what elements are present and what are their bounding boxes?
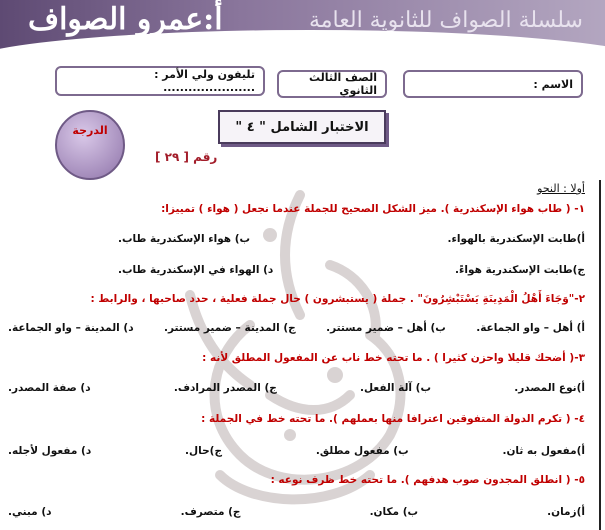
option-5d[interactable]: د) مبني. xyxy=(8,506,52,518)
class-box xyxy=(277,70,387,98)
question-4: ٤- ( تكرم الدولة المتفوقين اعترافا منها بعملهم ). ما تحته خط في الجملة : xyxy=(201,413,585,425)
exam-number: رقم [ ٢٩ ] xyxy=(155,150,218,164)
question-5-options xyxy=(8,506,585,518)
option-2c[interactable]: ج) المدينة – ضمير مستتر. xyxy=(163,322,296,334)
option-1d[interactable]: د) الهواء في الإسكندرية طاب. xyxy=(118,264,274,276)
option-1b[interactable]: ب) هواء الإسكندرية طاب. xyxy=(118,233,251,245)
option-5b[interactable]: ب) مكان. xyxy=(369,506,419,518)
watermark-logo-icon xyxy=(130,175,450,515)
grade-label: الدرجة xyxy=(72,124,108,137)
question-5: ٥- ( انطلق المجدون صوب هدفهم ). ما تحته خط ظرف نوعه : xyxy=(270,474,585,486)
option-5a[interactable]: أ)زمان. xyxy=(547,506,585,518)
grade-circle xyxy=(55,110,125,180)
question-2: ٢-"وَجَاءَ أَهْلُ الْمَدِينَةِ يَسْتَبْشِرُونَ" . جملة ( يستبشرون ) حال جملة فعلية ، حدد صاحبها ، والرابط : xyxy=(90,293,585,305)
question-3: ٣-( أضحك قليلا واحزن كثيرا ) . ما تحته خط ناب عن المفعول المطلق لأنه : xyxy=(202,352,585,364)
section-title: أولا : النحو xyxy=(537,182,585,195)
author-name: أ:عمرو الصواف xyxy=(28,2,223,37)
exam-title: الاختبار الشامل " ٤ " xyxy=(218,110,386,144)
question-1-options-row-2 xyxy=(8,264,585,276)
phone-field[interactable] xyxy=(55,66,265,96)
option-4a[interactable]: أ)مفعول به ثان. xyxy=(502,445,585,457)
question-3-options xyxy=(8,382,585,394)
option-4b[interactable]: ب) مفعول مطلق. xyxy=(315,445,409,457)
question-1-options-row-1 xyxy=(8,233,585,245)
option-2b[interactable]: ب) أهل – ضمير مستتر. xyxy=(326,322,446,334)
option-2d[interactable]: د) المدينة – واو الجماعة. xyxy=(8,322,134,334)
name-field[interactable] xyxy=(403,70,583,98)
option-4d[interactable]: د) مفعول لأجله. xyxy=(8,445,92,457)
option-2a[interactable]: أ) أهل – واو الجماعة. xyxy=(476,322,585,334)
question-4-options xyxy=(8,445,585,457)
option-1c[interactable]: ج)طابت الإسكندرية هواءً. xyxy=(455,264,585,276)
class-label: الصف الثالث الثانوي xyxy=(309,71,377,97)
option-3d[interactable]: د) صفة المصدر. xyxy=(8,382,91,394)
option-3c[interactable]: ج) المصدر المرادف. xyxy=(173,382,277,394)
question-2-options xyxy=(8,322,585,334)
series-title: سلسلة الصواف للثانوية العامة xyxy=(308,8,583,33)
option-1a[interactable]: أ)طابت الإسكندرية بالهواء. xyxy=(447,233,585,245)
name-label: الاسم : xyxy=(533,77,573,91)
right-border xyxy=(599,180,601,530)
option-5c[interactable]: ج) متصرف. xyxy=(180,506,241,518)
option-4c[interactable]: ج)حال. xyxy=(185,445,223,457)
question-1: ١- ( طاب هواء الإسكندرية ). ميز الشكل الصحيح للجملة عندما نجعل ( هواء ) تمييزا: xyxy=(161,203,585,215)
option-3a[interactable]: أ)نوع المصدر. xyxy=(514,382,585,394)
phone-label: تليفون ولي الأمر : ...................... xyxy=(154,68,255,94)
option-3b[interactable]: ب) آلة الفعل. xyxy=(360,382,432,394)
